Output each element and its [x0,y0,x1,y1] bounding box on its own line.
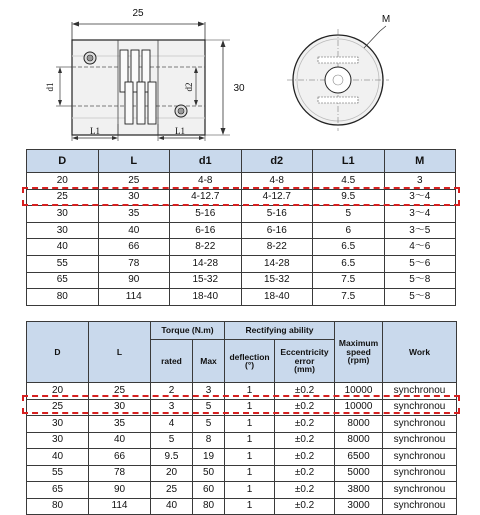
cell: 4-12.7 [241,189,313,206]
cell: 40 [89,432,151,449]
cell: 15-32 [241,272,313,289]
cell: 18-40 [241,289,313,306]
cell: 90 [89,482,151,499]
cell: 5 [193,416,225,433]
cell: 18-40 [170,289,242,306]
cell: 6-16 [241,222,313,239]
cell: ±0.2 [275,416,335,433]
cell: 3～5 [384,222,456,239]
table-row [27,399,457,416]
cell: ±0.2 [275,498,335,515]
cell: 30 [89,399,151,416]
cell: 25 [27,189,99,206]
cell: 35 [98,206,170,223]
cell: ±0.2 [275,482,335,499]
cell: 7.5 [313,289,385,306]
cell: 4-8 [170,173,242,190]
cell: 8-22 [241,239,313,256]
cell: 5～8 [384,272,456,289]
cell: 4.5 [313,173,385,190]
cell: 66 [98,239,170,256]
cell: 25 [98,173,170,190]
cell: 40 [151,498,193,515]
cell: 3 [193,383,225,400]
header-l1: L1 [313,150,385,173]
cell: 55 [27,465,89,482]
cell: 7.5 [313,272,385,289]
header-max-speed [335,322,383,383]
l1-right-label: L1 [175,126,185,136]
cell: ±0.2 [275,383,335,400]
cell: 2 [151,383,193,400]
cell: 80 [27,498,89,515]
cell: 66 [89,449,151,466]
cell: 1 [225,482,275,499]
cell: 55 [27,255,99,272]
cell: 8000 [335,432,383,449]
cell: 78 [89,465,151,482]
cell: 6500 [335,449,383,466]
table-row [27,206,456,223]
screw-size-label: M [381,14,391,25]
length-dimension [72,8,205,42]
header-deflection-label: deflection [229,351,270,362]
cell: 114 [98,289,170,306]
table-row [27,383,457,400]
cell: 40 [27,239,99,256]
table-header-row [27,322,457,340]
header-d2: d2 [241,150,313,173]
d1-label: d1 [45,82,55,92]
cell: 20 [27,383,89,400]
cell: 80 [27,289,99,306]
l1-left-label: L1 [90,126,100,136]
header-l: L [89,322,151,383]
cell: 1 [225,416,275,433]
cell: 4-12.7 [170,189,242,206]
coupling-end-view [287,14,390,131]
set-screw-icon [84,52,96,64]
header-deflection [225,340,275,383]
cell: 1 [225,399,275,416]
table-row [27,255,456,272]
table-row [27,432,457,449]
cell: 30 [27,432,89,449]
cell: 4～6 [384,239,456,256]
table-row [27,173,456,190]
table-row [27,272,456,289]
cell: 5000 [335,465,383,482]
table-row [27,465,457,482]
cell: 8 [193,432,225,449]
cell: 9.5 [151,449,193,466]
cell: 25 [89,383,151,400]
cell: 10000 [335,399,383,416]
header-d: D [27,322,89,383]
dimension-spec-table [26,149,456,306]
cell: ±0.2 [275,432,335,449]
cell: 35 [89,416,151,433]
header-d: D [27,150,99,173]
cell: synchronou [383,465,457,482]
cell: 25 [151,482,193,499]
cell: 10000 [335,383,383,400]
cell: ±0.2 [275,465,335,482]
header-max: Max [193,340,225,383]
cell: 3 [151,399,193,416]
cell: 3 [384,173,456,190]
cell: 50 [193,465,225,482]
cell: 8-22 [170,239,242,256]
cell: ±0.2 [275,399,335,416]
header-deflection-unit: (°) [244,360,255,370]
coupling-side-view [45,40,245,141]
header-eccentricity-unit: (mm) [294,364,315,375]
cell: 5 [313,206,385,223]
header-d1: d1 [170,150,242,173]
cell: synchronou [383,383,457,400]
cell: 30 [27,416,89,433]
cell: 30 [98,189,170,206]
cell: 8000 [335,416,383,433]
cell: synchronou [383,399,457,416]
overall-length-label: 25 [132,8,144,19]
cell: 5-16 [241,206,313,223]
cell: 3000 [335,498,383,515]
cell: 19 [193,449,225,466]
header-max-speed-unit: (rpm) [347,355,370,366]
cell: 30 [27,222,99,239]
cell: 5-16 [170,206,242,223]
cell: 1 [225,465,275,482]
cell: 3～4 [384,206,456,223]
table-row [27,189,456,206]
header-l: L [98,150,170,173]
cell: 5 [193,399,225,416]
cell: 5～8 [384,289,456,306]
header-m: M [384,150,456,173]
d2-label: d2 [184,82,194,92]
header-rectifying-group: Rectifying ability [225,322,335,340]
cell: 1 [225,383,275,400]
header-eccentricity [275,340,335,383]
cell: 40 [27,449,89,466]
header-eccentricity-label: Eccentricity error [280,347,329,366]
cell: 4 [151,416,193,433]
cell: 25 [27,399,89,416]
table-row [27,289,456,306]
cell: 90 [98,272,170,289]
cell: synchronou [383,432,457,449]
cell: 3800 [335,482,383,499]
cell: 3～4 [384,189,456,206]
header-work: Work [383,322,457,383]
table-row [27,498,457,515]
header-max-speed-label: Maximum speed [338,338,379,357]
performance-spec-table [26,321,457,515]
cell: 6.5 [313,255,385,272]
cell: 5～6 [384,255,456,272]
cell: 1 [225,432,275,449]
cell: 1 [225,498,275,515]
cell: synchronou [383,498,457,515]
cell: 6 [313,222,385,239]
cell: 20 [27,173,99,190]
table-header-row [27,150,456,173]
cell: 60 [193,482,225,499]
cell: synchronou [383,416,457,433]
coupling-technical-drawing [0,0,480,142]
cell: 6.5 [313,239,385,256]
table-row [27,482,457,499]
header-torque-group: Torque (N.m) [151,322,225,340]
set-screw-icon [175,105,187,117]
cell: 14-28 [170,255,242,272]
cell: 20 [151,465,193,482]
cell: 65 [27,482,89,499]
height-label: 30 [233,83,245,94]
cell: 30 [27,206,99,223]
table-row [27,239,456,256]
coupling-drawing-svg [0,0,480,142]
cell: synchronou [383,449,457,466]
cell: 5 [151,432,193,449]
cell: 6-16 [170,222,242,239]
table-row [27,416,457,433]
table-row [27,222,456,239]
cell: 14-28 [241,255,313,272]
cell: 40 [98,222,170,239]
header-rated: rated [151,340,193,383]
cell: 4-8 [241,173,313,190]
cell: synchronou [383,482,457,499]
cell: 80 [193,498,225,515]
cell: ±0.2 [275,449,335,466]
cell: 65 [27,272,99,289]
cell: 1 [225,449,275,466]
table-row [27,449,457,466]
cell: 78 [98,255,170,272]
cell: 9.5 [313,189,385,206]
cell: 114 [89,498,151,515]
cell: 15-32 [170,272,242,289]
